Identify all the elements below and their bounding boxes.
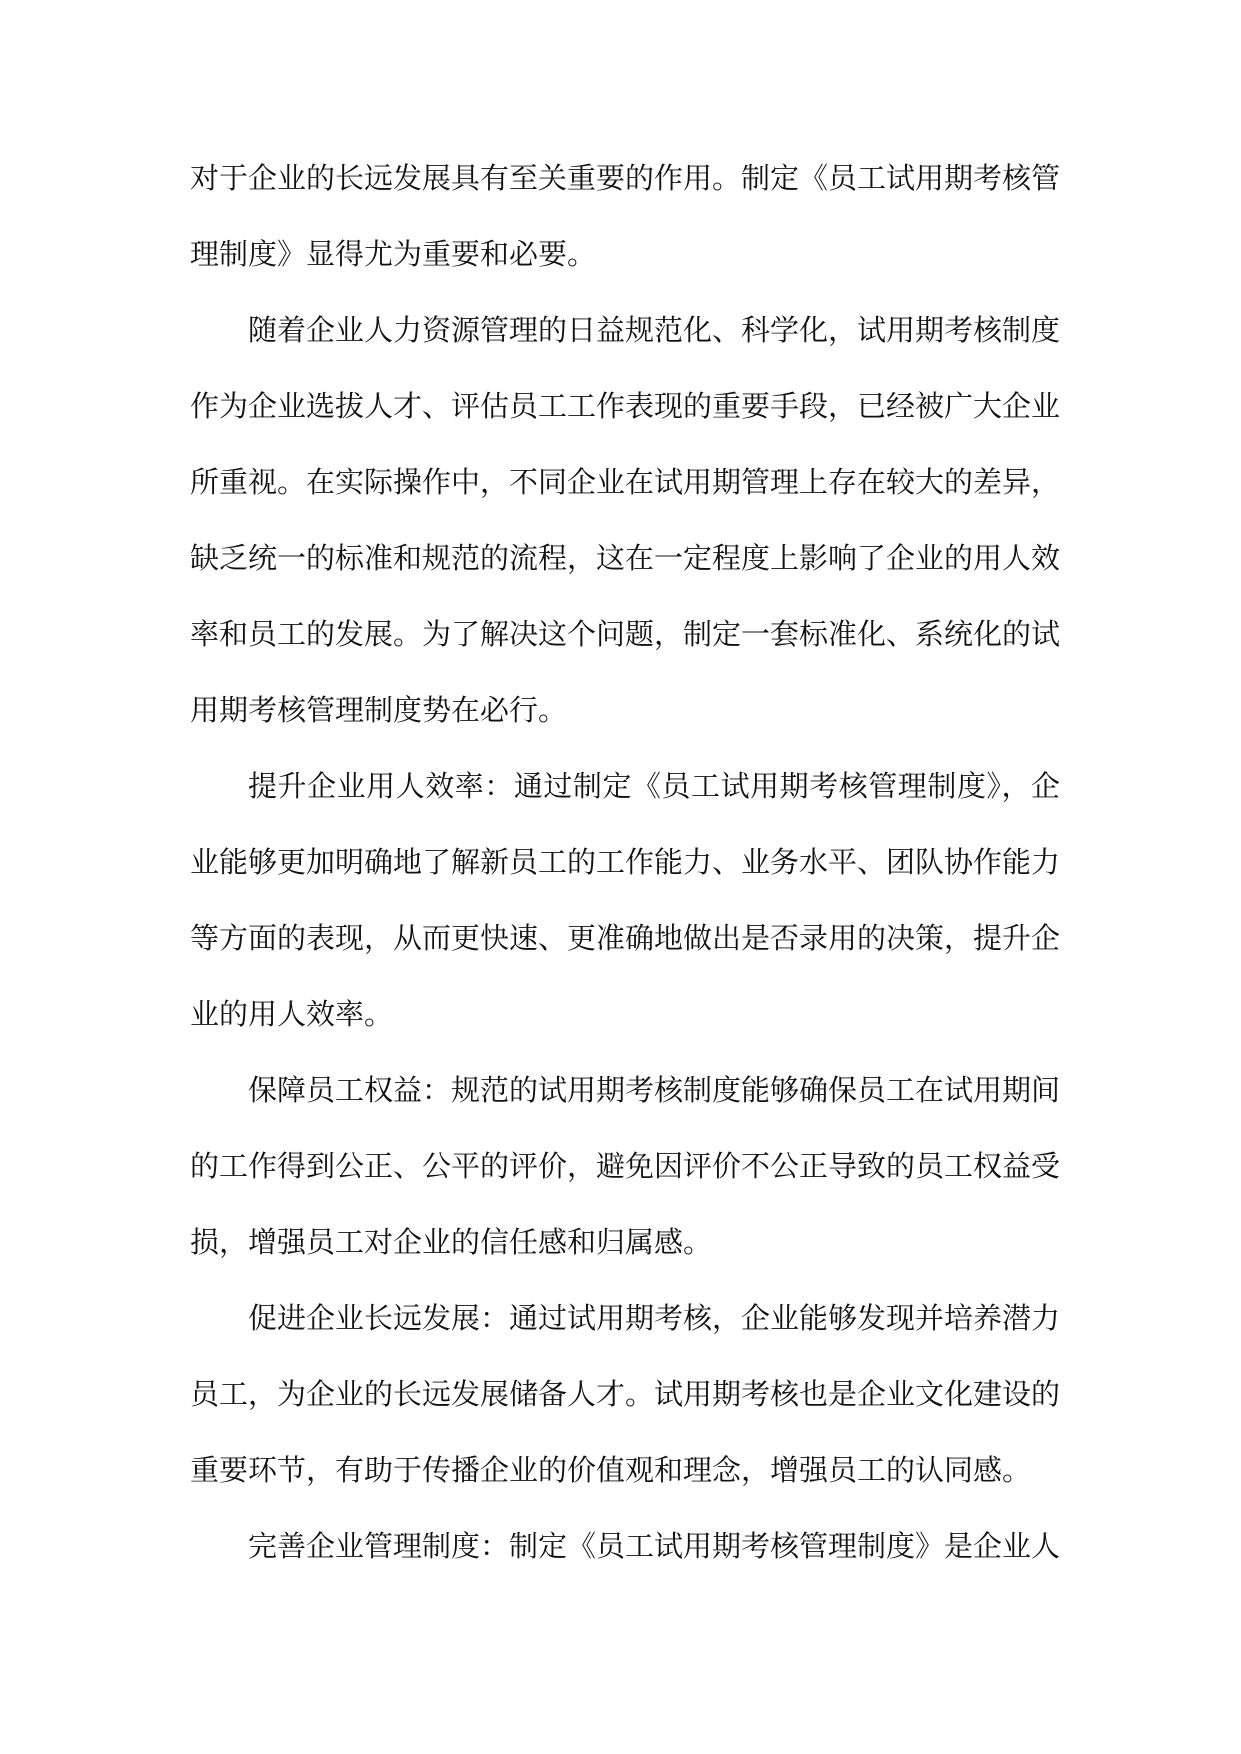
paragraph-employee-rights: 保障员工权益：规范的试用期考核制度能够确保员工在试用期间的工作得到公正、公平的评价，避免因评价不公正导致的员工权益受损，增强员工对企业的信任感和归属感。 [190,1073,1061,1259]
paragraph-efficiency: 提升企业用人效率：通过制定《员工试用期考核管理制度》，企业能够更加明确地了解新员工的工作能力、业务水平、团队协作能力等方面的表现，从而更快速、更准确地做出是否录用的决策，提升企业的用人效率。 [190,769,1061,1031]
paragraph-long-term-development: 促进企业长远发展：通过试用期考核，企业能够发现并培养潜力员工，为企业的长远发展储备人才。试用期考核也是企业文化建设的重要环节，有助于传播企业的价值观和理念，增强员工的认同感。 [190,1301,1061,1487]
paragraph-background: 随着企业人力资源管理的日益规范化、科学化，试用期考核制度作为企业选拔人才、评估员工工作表现的重要手段，已经被广大企业所重视。在实际操作中，不同企业在试用期管理上存在较大的差异，缺乏统一的标准和规范的流程，这在一定程度上影响了企业的用人效率和员工的发展。为了解决这个问题，制定一套标准化、系统化的试用期考核管理制度势在必行。 [190,313,1061,727]
paragraph-intro-continuation: 对于企业的长远发展具有至关重要的作用。制定《员工试用期考核管理制度》显得尤为重要和必要。 [190,161,1061,271]
paragraph-management-system: 完善企业管理制度：制定《员工试用期考核管理制度》是企业人 [248,1529,1061,1563]
document-body [190,140,1060,1584]
